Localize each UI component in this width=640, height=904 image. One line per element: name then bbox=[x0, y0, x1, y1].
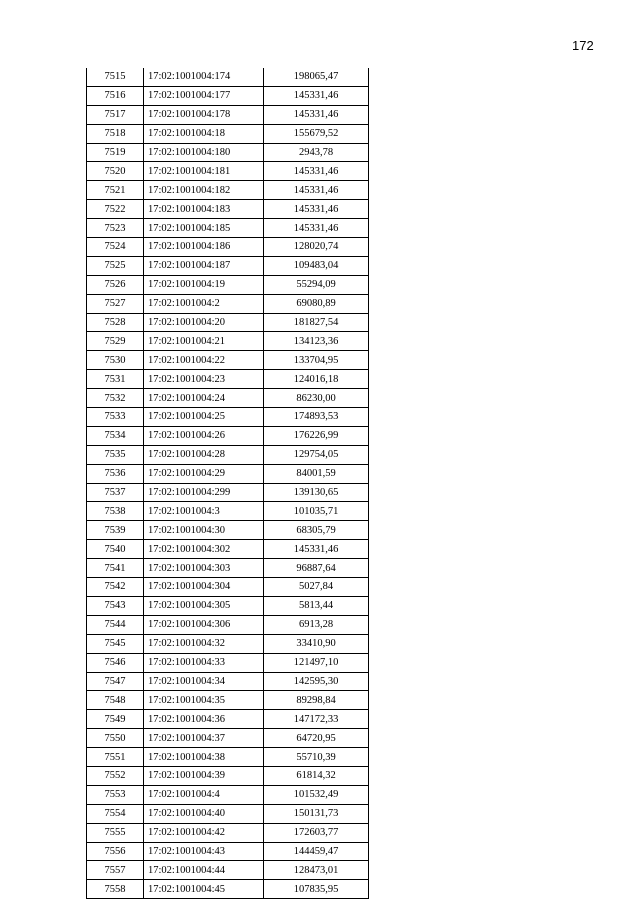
table-row bbox=[87, 275, 369, 294]
cadastral-number-cell: 17:02:1001004:303 bbox=[144, 559, 264, 578]
cadastral-value-cell: 150131,73 bbox=[264, 804, 369, 823]
table-row bbox=[87, 785, 369, 804]
cadastral-number-cell: 17:02:1001004:36 bbox=[144, 710, 264, 729]
cadastral-number-cell: 17:02:1001004:30 bbox=[144, 521, 264, 540]
cadastral-value-cell: 84001,59 bbox=[264, 464, 369, 483]
cadastral-number-cell: 17:02:1001004:26 bbox=[144, 426, 264, 445]
table-row bbox=[87, 634, 369, 653]
table-row bbox=[87, 729, 369, 748]
row-number-cell: 7540 bbox=[87, 540, 144, 559]
cadastral-value-cell: 174893,53 bbox=[264, 408, 369, 427]
cadastral-value-cell: 69080,89 bbox=[264, 294, 369, 313]
cadastral-value-cell: 129754,05 bbox=[264, 445, 369, 464]
cadastral-value-cell: 33410,90 bbox=[264, 634, 369, 653]
table-row bbox=[87, 615, 369, 634]
table-row bbox=[87, 105, 369, 124]
row-number-cell: 7525 bbox=[87, 256, 144, 275]
cadastral-value-cell: 172603,77 bbox=[264, 823, 369, 842]
table-row bbox=[87, 521, 369, 540]
cadastral-number-cell: 17:02:1001004:18 bbox=[144, 124, 264, 143]
cadastral-value-cell: 5027,84 bbox=[264, 578, 369, 597]
row-number-cell: 7520 bbox=[87, 162, 144, 181]
cadastral-value-cell: 107835,95 bbox=[264, 880, 369, 899]
table-row bbox=[87, 68, 369, 86]
cadastral-number-cell: 17:02:1001004:32 bbox=[144, 634, 264, 653]
row-number-cell: 7516 bbox=[87, 86, 144, 105]
table-row bbox=[87, 748, 369, 767]
cadastral-value-cell: 61814,32 bbox=[264, 766, 369, 785]
cadastral-number-cell: 17:02:1001004:174 bbox=[144, 68, 264, 86]
cadastral-number-cell: 17:02:1001004:302 bbox=[144, 540, 264, 559]
cadastral-number-cell: 17:02:1001004:304 bbox=[144, 578, 264, 597]
table-row bbox=[87, 181, 369, 200]
row-number-cell: 7521 bbox=[87, 181, 144, 200]
row-number-cell: 7534 bbox=[87, 426, 144, 445]
cadastral-number-cell: 17:02:1001004:33 bbox=[144, 653, 264, 672]
row-number-cell: 7536 bbox=[87, 464, 144, 483]
row-number-cell: 7519 bbox=[87, 143, 144, 162]
row-number-cell: 7537 bbox=[87, 483, 144, 502]
cadastral-value-cell: 101035,71 bbox=[264, 502, 369, 521]
cadastral-number-cell: 17:02:1001004:3 bbox=[144, 502, 264, 521]
cadastral-value-cell: 6913,28 bbox=[264, 615, 369, 634]
cadastral-number-cell: 17:02:1001004:182 bbox=[144, 181, 264, 200]
row-number-cell: 7533 bbox=[87, 408, 144, 427]
table-row bbox=[87, 143, 369, 162]
cadastral-number-cell: 17:02:1001004:178 bbox=[144, 105, 264, 124]
table-row bbox=[87, 483, 369, 502]
page-number: 172 bbox=[572, 38, 594, 53]
row-number-cell: 7553 bbox=[87, 785, 144, 804]
table-row bbox=[87, 578, 369, 597]
table-row bbox=[87, 86, 369, 105]
cadastral-number-cell: 17:02:1001004:44 bbox=[144, 861, 264, 880]
table-row bbox=[87, 426, 369, 445]
cadastral-number-cell: 17:02:1001004:186 bbox=[144, 238, 264, 257]
table-row bbox=[87, 672, 369, 691]
table-row bbox=[87, 124, 369, 143]
cadastral-number-cell: 17:02:1001004:19 bbox=[144, 275, 264, 294]
cadastral-value-cell: 139130,65 bbox=[264, 483, 369, 502]
cadastral-value-cell: 181827,54 bbox=[264, 313, 369, 332]
cadastral-number-cell: 17:02:1001004:40 bbox=[144, 804, 264, 823]
table-row bbox=[87, 502, 369, 521]
cadastral-value-cell: 109483,04 bbox=[264, 256, 369, 275]
table-row bbox=[87, 823, 369, 842]
cadastral-value-cell: 145331,46 bbox=[264, 219, 369, 238]
row-number-cell: 7530 bbox=[87, 351, 144, 370]
cadastral-number-cell: 17:02:1001004:43 bbox=[144, 842, 264, 861]
cadastral-number-cell: 17:02:1001004:37 bbox=[144, 729, 264, 748]
cadastral-value-cell: 64720,95 bbox=[264, 729, 369, 748]
table-row bbox=[87, 162, 369, 181]
row-number-cell: 7529 bbox=[87, 332, 144, 351]
cadastral-value-cell: 2943,78 bbox=[264, 143, 369, 162]
table-row bbox=[87, 880, 369, 899]
row-number-cell: 7526 bbox=[87, 275, 144, 294]
cadastral-number-cell: 17:02:1001004:20 bbox=[144, 313, 264, 332]
cadastral-number-cell: 17:02:1001004:39 bbox=[144, 766, 264, 785]
cadastral-number-cell: 17:02:1001004:29 bbox=[144, 464, 264, 483]
row-number-cell: 7517 bbox=[87, 105, 144, 124]
table-row bbox=[87, 313, 369, 332]
row-number-cell: 7528 bbox=[87, 313, 144, 332]
cadastral-number-cell: 17:02:1001004:181 bbox=[144, 162, 264, 181]
cadastral-number-cell: 17:02:1001004:177 bbox=[144, 86, 264, 105]
cadastral-value-cell: 89298,84 bbox=[264, 691, 369, 710]
cadastral-value-cell: 55710,39 bbox=[264, 748, 369, 767]
row-number-cell: 7548 bbox=[87, 691, 144, 710]
row-number-cell: 7552 bbox=[87, 766, 144, 785]
row-number-cell: 7518 bbox=[87, 124, 144, 143]
cadastral-number-cell: 17:02:1001004:183 bbox=[144, 200, 264, 219]
cadastral-number-cell: 17:02:1001004:35 bbox=[144, 691, 264, 710]
table-row bbox=[87, 804, 369, 823]
row-number-cell: 7527 bbox=[87, 294, 144, 313]
cadastral-value-cell: 176226,99 bbox=[264, 426, 369, 445]
table-row bbox=[87, 766, 369, 785]
cadastral-number-cell: 17:02:1001004:21 bbox=[144, 332, 264, 351]
cadastral-number-cell: 17:02:1001004:180 bbox=[144, 143, 264, 162]
row-number-cell: 7546 bbox=[87, 653, 144, 672]
table-row bbox=[87, 559, 369, 578]
table-row bbox=[87, 842, 369, 861]
row-number-cell: 7557 bbox=[87, 861, 144, 880]
table-row bbox=[87, 256, 369, 275]
table-row bbox=[87, 294, 369, 313]
row-number-cell: 7550 bbox=[87, 729, 144, 748]
table-row bbox=[87, 540, 369, 559]
table-row bbox=[87, 653, 369, 672]
row-number-cell: 7542 bbox=[87, 578, 144, 597]
table-row bbox=[87, 445, 369, 464]
table-row bbox=[87, 408, 369, 427]
cadastral-number-cell: 17:02:1001004:306 bbox=[144, 615, 264, 634]
cadastral-value-cell: 128473,01 bbox=[264, 861, 369, 880]
row-number-cell: 7554 bbox=[87, 804, 144, 823]
cadastral-value-cell: 145331,46 bbox=[264, 86, 369, 105]
cadastral-number-cell: 17:02:1001004:305 bbox=[144, 596, 264, 615]
table-row bbox=[87, 691, 369, 710]
table-row bbox=[87, 200, 369, 219]
cadastral-value-cell: 198065,47 bbox=[264, 68, 369, 86]
row-number-cell: 7551 bbox=[87, 748, 144, 767]
row-number-cell: 7547 bbox=[87, 672, 144, 691]
cadastral-value-cell: 55294,09 bbox=[264, 275, 369, 294]
cadastral-number-cell: 17:02:1001004:187 bbox=[144, 256, 264, 275]
row-number-cell: 7524 bbox=[87, 238, 144, 257]
cadastral-value-cell: 155679,52 bbox=[264, 124, 369, 143]
cadastral-value-cell: 68305,79 bbox=[264, 521, 369, 540]
table-body bbox=[87, 68, 369, 899]
cadastral-number-cell: 17:02:1001004:34 bbox=[144, 672, 264, 691]
cadastral-number-cell: 17:02:1001004:24 bbox=[144, 389, 264, 408]
table-row bbox=[87, 370, 369, 389]
row-number-cell: 7538 bbox=[87, 502, 144, 521]
cadastral-number-cell: 17:02:1001004:25 bbox=[144, 408, 264, 427]
row-number-cell: 7558 bbox=[87, 880, 144, 899]
cadastral-number-cell: 17:02:1001004:23 bbox=[144, 370, 264, 389]
row-number-cell: 7544 bbox=[87, 615, 144, 634]
table-row bbox=[87, 389, 369, 408]
row-number-cell: 7523 bbox=[87, 219, 144, 238]
row-number-cell: 7535 bbox=[87, 445, 144, 464]
row-number-cell: 7543 bbox=[87, 596, 144, 615]
row-number-cell: 7556 bbox=[87, 842, 144, 861]
cadastral-value-cell: 145331,46 bbox=[264, 105, 369, 124]
row-number-cell: 7531 bbox=[87, 370, 144, 389]
cadastral-number-cell: 17:02:1001004:42 bbox=[144, 823, 264, 842]
cadastral-value-cell: 144459,47 bbox=[264, 842, 369, 861]
table-row bbox=[87, 464, 369, 483]
cadastral-number-cell: 17:02:1001004:38 bbox=[144, 748, 264, 767]
cadastral-number-cell: 17:02:1001004:45 bbox=[144, 880, 264, 899]
cadastral-value-cell: 145331,46 bbox=[264, 540, 369, 559]
row-number-cell: 7541 bbox=[87, 559, 144, 578]
cadastral-number-cell: 17:02:1001004:299 bbox=[144, 483, 264, 502]
table-row bbox=[87, 332, 369, 351]
cadastral-value-cell: 134123,36 bbox=[264, 332, 369, 351]
table-row bbox=[87, 710, 369, 729]
cadastral-number-cell: 17:02:1001004:22 bbox=[144, 351, 264, 370]
row-number-cell: 7549 bbox=[87, 710, 144, 729]
row-number-cell: 7522 bbox=[87, 200, 144, 219]
cadastral-number-cell: 17:02:1001004:4 bbox=[144, 785, 264, 804]
cadastral-value-cell: 101532,49 bbox=[264, 785, 369, 804]
cadastral-value-cell: 5813,44 bbox=[264, 596, 369, 615]
cadastral-value-cell: 145331,46 bbox=[264, 200, 369, 219]
cadastral-value-cell: 128020,74 bbox=[264, 238, 369, 257]
row-number-cell: 7545 bbox=[87, 634, 144, 653]
cadastral-number-cell: 17:02:1001004:28 bbox=[144, 445, 264, 464]
cadastral-value-cell: 121497,10 bbox=[264, 653, 369, 672]
cadastral-value-cell: 96887,64 bbox=[264, 559, 369, 578]
cadastral-number-cell: 17:02:1001004:185 bbox=[144, 219, 264, 238]
row-number-cell: 7532 bbox=[87, 389, 144, 408]
cadastral-value-table bbox=[86, 68, 369, 899]
cadastral-number-cell: 17:02:1001004:2 bbox=[144, 294, 264, 313]
cadastral-value-cell: 124016,18 bbox=[264, 370, 369, 389]
row-number-cell: 7515 bbox=[87, 68, 144, 86]
table-row bbox=[87, 238, 369, 257]
cadastral-value-cell: 145331,46 bbox=[264, 181, 369, 200]
cadastral-value-cell: 147172,33 bbox=[264, 710, 369, 729]
table-row bbox=[87, 596, 369, 615]
table-row bbox=[87, 351, 369, 370]
row-number-cell: 7555 bbox=[87, 823, 144, 842]
table-row bbox=[87, 219, 369, 238]
table-row bbox=[87, 861, 369, 880]
cadastral-value-cell: 142595,30 bbox=[264, 672, 369, 691]
cadastral-value-cell: 145331,46 bbox=[264, 162, 369, 181]
cadastral-value-cell: 86230,00 bbox=[264, 389, 369, 408]
row-number-cell: 7539 bbox=[87, 521, 144, 540]
cadastral-value-cell: 133704,95 bbox=[264, 351, 369, 370]
